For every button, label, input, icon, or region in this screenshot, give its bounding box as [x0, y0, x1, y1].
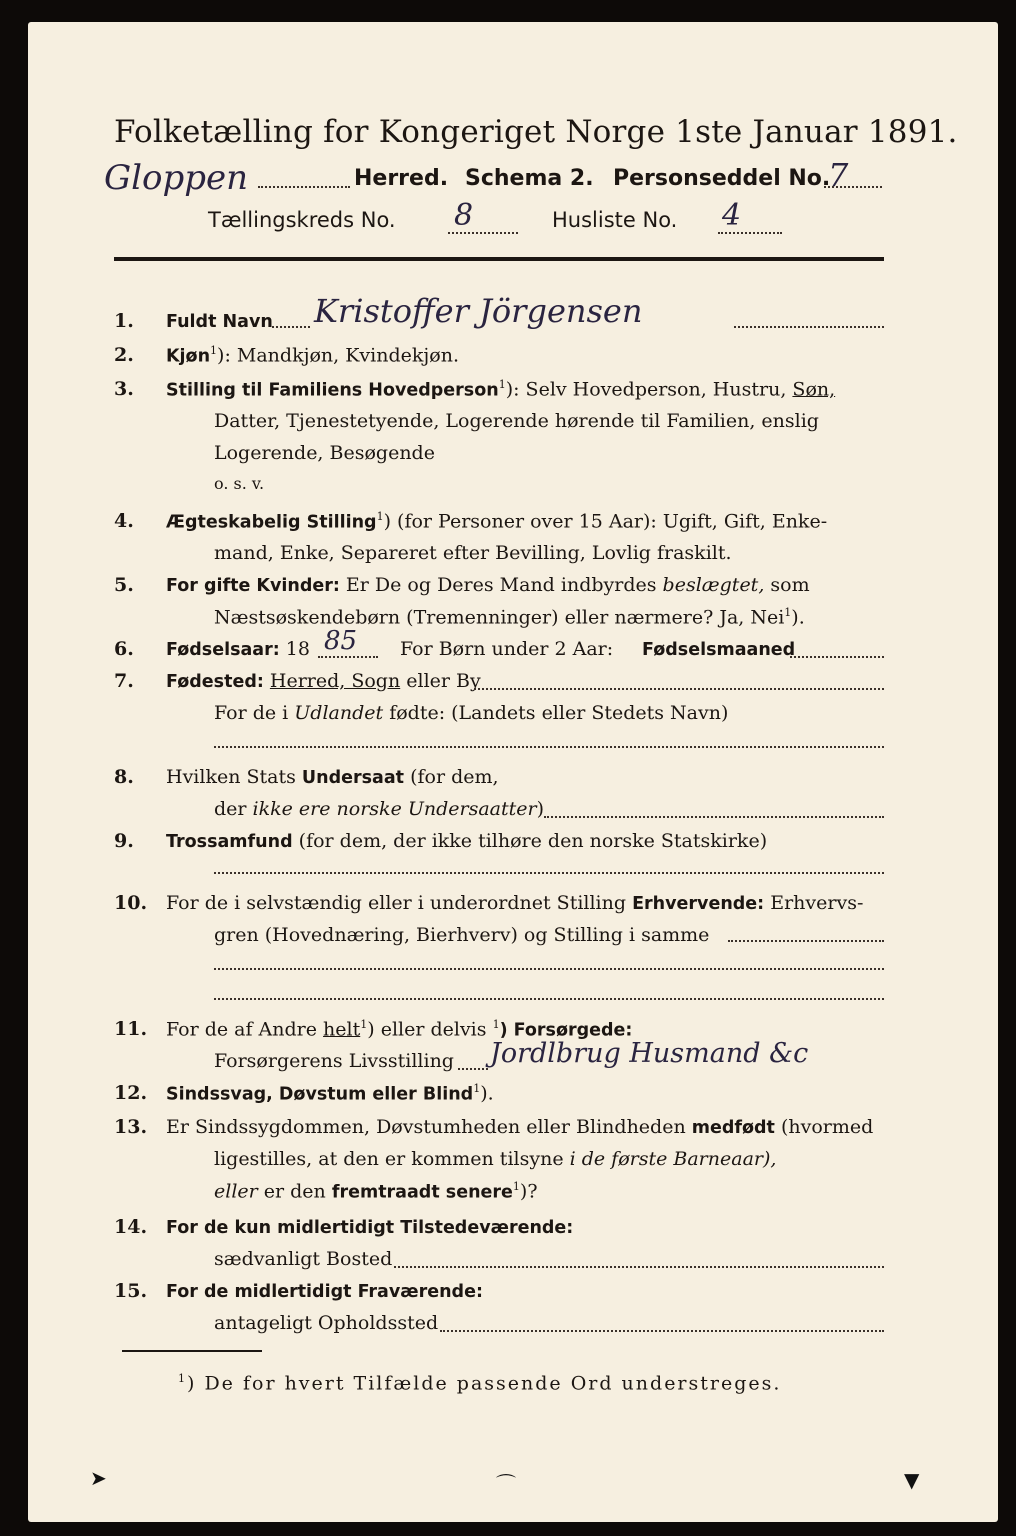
q7-line2	[214, 702, 728, 724]
q9-rest: (for dem, der ikke tilhøre den norske Statskirke)	[298, 830, 768, 852]
q13-line1	[166, 1116, 873, 1138]
herred-handwritten: Gloppen	[104, 158, 249, 198]
q6-mid: For Børn under 2 Aar:	[400, 638, 614, 660]
q13-l3-bold: fremtraadt senere	[331, 1182, 513, 1203]
personseddel-handwritten: 7	[828, 156, 849, 194]
schema-label: Schema 2.	[465, 166, 594, 191]
q14-line2: sædvanligt Bosted	[214, 1248, 393, 1270]
footnote-ref: 1	[784, 606, 792, 619]
dotted-line	[728, 940, 884, 942]
q6-label2: Fødselsmaaned	[642, 640, 796, 660]
dotted-line	[474, 688, 884, 690]
q5-text: Er De og Deres Mand indbyrdes	[345, 574, 657, 596]
q1-label: Fuldt Navn	[166, 312, 273, 332]
item-number: 4.	[114, 510, 134, 532]
dotted-line	[544, 816, 884, 818]
q13-text: Er Sindssygdommen, Døvstumheden eller Blindheden	[166, 1116, 686, 1138]
q13-l3-italic: eller	[214, 1180, 258, 1203]
item-number: 2.	[114, 344, 134, 366]
q8-bold: Undersaat	[301, 768, 405, 788]
q5-line2	[214, 606, 805, 628]
form-title: Folketælling for Kongeriget Norge 1ste Januar 1891.	[114, 114, 958, 150]
corner-mark: ⌒	[496, 1472, 516, 1496]
dotted-line	[718, 232, 782, 234]
item-number: 13.	[114, 1116, 148, 1138]
footnote-ref: 1	[512, 1180, 520, 1193]
q14-bold: midlertidigt Tilstedeværende:	[277, 1218, 574, 1238]
footnote-ref: 1	[473, 1082, 481, 1095]
q3-label: Stilling til Familiens Hovedperson	[166, 380, 499, 401]
dotted-line	[214, 872, 884, 874]
q3-line2: Datter, Tjenestetyende, Logerende hørende til Familien, enslig	[214, 410, 819, 432]
q2-label: Kjøn	[166, 346, 211, 367]
item-number: 6.	[114, 638, 134, 660]
q1-handwritten-name: Kristoffer Jörgensen	[314, 292, 643, 330]
q10-line1	[166, 892, 863, 914]
footnote-ref: 1	[498, 378, 506, 391]
q2-line	[166, 344, 459, 366]
footnote	[178, 1372, 781, 1394]
q3-line4: o. s. v.	[214, 474, 265, 493]
q10-bold: Erhvervende:	[632, 894, 765, 914]
q8-line1	[166, 766, 499, 788]
q9-label: Trossamfund	[166, 832, 293, 852]
footnote-ref: 1	[360, 1018, 368, 1031]
q6-handwritten-year: 85	[324, 626, 358, 656]
q11-handwritten-occupation: Jordlbrug Husmand &c	[490, 1038, 809, 1069]
item-number: 14.	[114, 1216, 148, 1238]
item-number: 8.	[114, 766, 134, 788]
q5-text-end: som	[770, 574, 810, 596]
q5-line1	[166, 574, 810, 596]
dotted-line	[318, 656, 378, 658]
herred-label: Herred.	[354, 166, 449, 191]
q7-label: Fødested:	[166, 672, 264, 692]
q13-line2	[214, 1148, 776, 1170]
q15-pre: For de	[166, 1282, 229, 1302]
q12-end: ).	[480, 1082, 494, 1105]
item-number: 12.	[114, 1082, 148, 1104]
q8-l2-pre: der	[214, 798, 247, 820]
q7-line1	[166, 670, 481, 692]
q13-bold: medfødt	[691, 1118, 775, 1138]
q13-l3-end: )?	[519, 1180, 538, 1203]
q3-line1	[166, 378, 835, 400]
dotted-line	[272, 326, 310, 328]
q13-l2-pre: ligestilles, at den er kommen tilsyne	[214, 1148, 564, 1170]
q11-pre: For de af Andre	[166, 1018, 317, 1041]
q1-line	[166, 310, 273, 332]
kreds-label: Tællingskreds No.	[208, 208, 396, 232]
husliste-label: Husliste No.	[552, 208, 678, 232]
q15-line1	[166, 1280, 483, 1302]
q9-line1	[166, 830, 767, 852]
q10-line2: gren (Hovednæring, Bierhverv) og Stilling i samme	[214, 924, 710, 946]
q5-text2: Næstsøskendebørn (Tremenninger) eller nærmere? Ja, Nei	[214, 606, 785, 629]
q8-l2-end: )	[536, 798, 545, 820]
corner-mark: ▼	[904, 1468, 920, 1492]
q13-end: (hvormed	[780, 1116, 874, 1138]
q10-end: Erhvervs-	[770, 892, 864, 914]
footnote-ref: 1	[210, 344, 218, 357]
dotted-line	[394, 1266, 884, 1268]
q4-line2: mand, Enke, Separeret efter Bevilling, Lovlig fraskilt.	[214, 542, 732, 564]
item-number: 3.	[114, 378, 134, 400]
census-form-sheet	[28, 22, 998, 1522]
dotted-line	[214, 968, 884, 970]
q15-line2: antageligt Opholdssted	[214, 1312, 439, 1334]
q7-l2-rest: fødte: (Landets eller Stedets Navn)	[389, 702, 729, 724]
q5-label: gifte Kvinder:	[203, 576, 340, 596]
kreds-handwritten: 8	[454, 198, 474, 233]
footnote-ref: 1	[376, 510, 384, 523]
footnote-rule	[122, 1350, 262, 1352]
item-number: 5.	[114, 574, 134, 596]
dotted-line	[790, 656, 884, 658]
item-number: 7.	[114, 670, 134, 692]
husliste-handwritten: 4	[722, 198, 742, 233]
q10-text: For de i selvstændig eller i underordnet Stilling	[166, 892, 627, 914]
q4-line1	[166, 510, 827, 532]
q11-line2: Forsørgerens Livsstilling	[214, 1050, 454, 1072]
q14-line1	[166, 1216, 573, 1238]
q4-label: Ægteskabelig Stilling	[166, 512, 377, 533]
q6-line	[166, 638, 310, 660]
dotted-line	[214, 746, 884, 748]
q7-l2-italic: Udlandet	[294, 702, 384, 724]
dotted-line	[214, 998, 884, 1000]
q12-label: Sindssvag, Døvstum eller Blind	[166, 1084, 474, 1105]
q2-text: ): Mandkjøn, Kvindekjøn.	[217, 344, 460, 367]
q4-text: ) (for Personer over 15 Aar): Ugift, Gift, Enke-	[383, 510, 828, 533]
q13-l2-italic: i de første Barneaar),	[569, 1148, 777, 1170]
header-rule	[114, 257, 884, 261]
q8-pre: Hvilken Stats	[166, 766, 296, 788]
q11-bold: ) Forsørgede:	[499, 1020, 633, 1041]
item-number: 15.	[114, 1280, 148, 1302]
q12-line	[166, 1082, 494, 1104]
q5-italic: beslægtet,	[662, 574, 765, 596]
footnote-ref: 1	[492, 1018, 500, 1031]
q3-text: ): Selv Hovedperson, Hustru,	[505, 378, 787, 401]
q7-underlined: Herred, Sogn	[269, 670, 401, 692]
q5-label-pre: For	[166, 576, 198, 596]
q13-line3	[214, 1180, 538, 1202]
dotted-line	[824, 186, 882, 188]
q14-pre: For de kun	[166, 1218, 272, 1238]
dotted-line	[734, 326, 884, 328]
dotted-line	[258, 186, 350, 188]
item-number: 10.	[114, 892, 148, 914]
item-number: 9.	[114, 830, 134, 852]
q11-underlined: helt	[323, 1018, 361, 1041]
q6-prefix: 18	[285, 638, 310, 660]
q8-rest: (for dem,	[410, 766, 499, 788]
q7-rest: eller By	[406, 670, 481, 692]
q8-l2-italic: ikke ere norske Undersaatter	[252, 798, 537, 820]
q6-label: Fødselsaar:	[166, 640, 280, 660]
dotted-line	[458, 1068, 488, 1070]
footnote-ref: 1	[178, 1372, 187, 1385]
corner-mark: ➤	[90, 1466, 107, 1490]
personseddel-label: Personseddel No.	[613, 166, 831, 191]
dotted-line	[448, 232, 518, 234]
q11-mid: ) eller delvis	[367, 1018, 487, 1041]
item-number: 1.	[114, 310, 134, 332]
q3-underlined-son: Søn,	[792, 378, 836, 401]
q7-l2-pre: For de i	[214, 702, 289, 724]
q3-line3: Logerende, Besøgende	[214, 442, 435, 464]
q8-line2	[214, 798, 544, 820]
q15-bold: midlertidigt Fraværende:	[234, 1282, 483, 1302]
footnote-text: ) De for hvert Tilfælde passende Ord understreges.	[187, 1372, 782, 1395]
q11-line1	[166, 1018, 632, 1040]
item-number: 11.	[114, 1018, 148, 1040]
q5-text2-end: ).	[791, 606, 805, 629]
dotted-line	[440, 1330, 884, 1332]
q13-l3-mid: er den	[263, 1180, 326, 1203]
